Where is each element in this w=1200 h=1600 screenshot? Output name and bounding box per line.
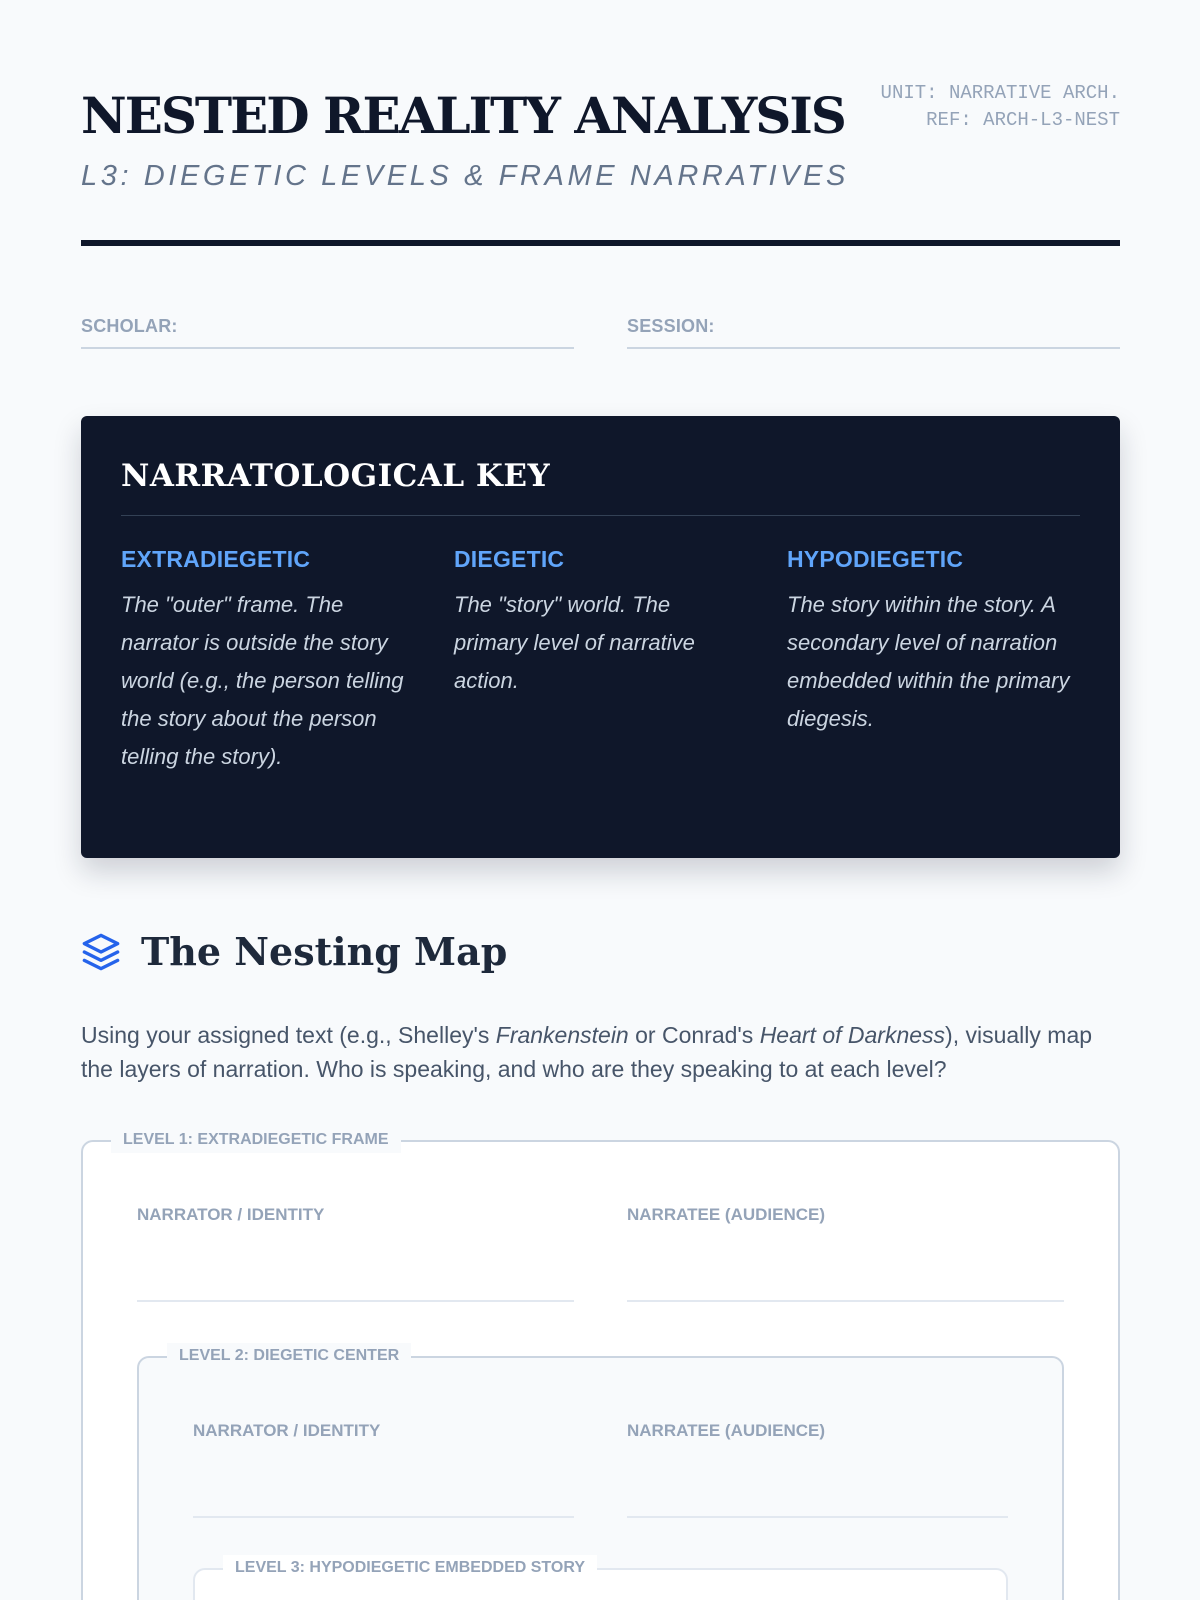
term-diegetic (454, 544, 744, 700)
term-hypodiegetic (787, 544, 1077, 738)
unit-label: UNIT: NARRATIVE ARCH. (880, 82, 1120, 104)
document-meta (881, 80, 1120, 134)
page-subtitle: L3: DIEGETIC LEVELS & FRAME NARRATIVES (81, 160, 849, 192)
level-3-frame (193, 1559, 1008, 1600)
level-1-narratee-field[interactable] (627, 1202, 1064, 1302)
book-title-heart-of-darkness: Heart of Darkness (759, 1022, 946, 1048)
ref-label: REF: ARCH-L3-NEST (926, 109, 1120, 131)
narratological-key (81, 416, 1120, 858)
term-extradiegetic (121, 544, 411, 776)
term-name: DIEGETIC (454, 546, 565, 572)
term-definition: The story within the story. A secondary level of narration embedded within the primary diegesis. (787, 592, 1070, 731)
term-name: EXTRADIEGETIC (121, 546, 311, 572)
key-divider (121, 515, 1080, 516)
section-title: The Nesting Map (141, 929, 508, 974)
narratee-label: NARRATEE (AUDIENCE) (627, 1205, 826, 1224)
level-2-narratee-field[interactable] (627, 1418, 1008, 1518)
level-label: LEVEL 1: EXTRADIEGETIC FRAME (111, 1127, 401, 1153)
header-divider (81, 240, 1120, 246)
narrator-label: NARRATOR / IDENTITY (193, 1421, 381, 1440)
header (81, 78, 1120, 198)
level-2-narrator-field[interactable] (193, 1418, 574, 1518)
instructions-text: Using your assigned text (e.g., Shelley's Frankenstein or Conrad's Heart of Darkness), visually map the layers of narration. Who is speaking, and who are they speaking to at each level? (81, 1022, 1093, 1082)
term-definition: The "story" world. The primary level of narrative action. (454, 592, 695, 693)
key-title: NARRATOLOGICAL KEY (121, 458, 551, 494)
narratee-label: NARRATEE (AUDIENCE) (627, 1421, 826, 1440)
level-1-narrator-field[interactable] (137, 1202, 574, 1302)
layers-icon (81, 932, 121, 972)
level-label: LEVEL 2: DIEGETIC CENTER (167, 1343, 411, 1369)
page-title: NESTED REALITY ANALYSIS (81, 86, 845, 145)
book-title-frankenstein: Frankenstein (495, 1022, 629, 1048)
scholar-field[interactable] (81, 312, 574, 349)
session-label: SESSION: (627, 316, 715, 336)
scholar-label: SCHOLAR: (81, 316, 178, 336)
session-field[interactable] (627, 312, 1120, 349)
level-label: LEVEL 3: HYPODIEGETIC EMBEDDED STORY (223, 1555, 597, 1581)
term-definition: The "outer" frame. The narrator is outside the story world (e.g., the person telling the story about the person telling the story). (121, 592, 404, 769)
worksheet-page (81, 0, 1120, 1600)
term-name: HYPODIEGETIC (787, 546, 964, 572)
narrator-label: NARRATOR / IDENTITY (137, 1205, 325, 1224)
